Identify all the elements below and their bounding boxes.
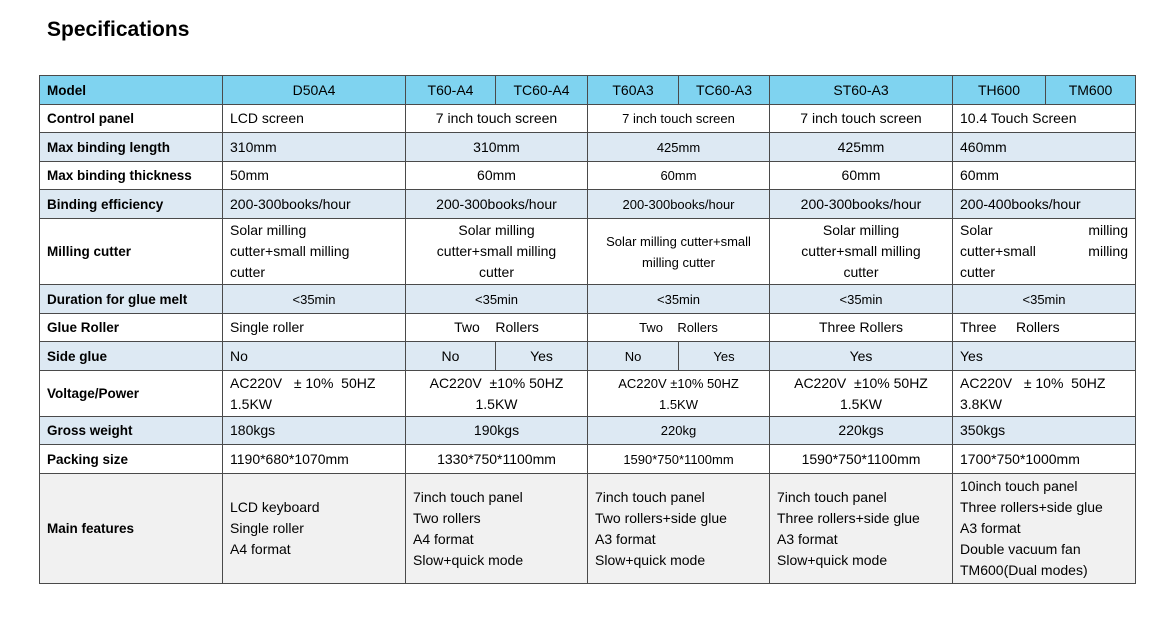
- cell-line: cutter: [960, 264, 996, 280]
- row-label-glue-roller: Glue Roller: [40, 314, 223, 342]
- model-th600: TH600: [953, 76, 1046, 105]
- table-cell: Yes: [679, 342, 770, 371]
- table-cell: Solar milling cutter+small milling cutter: [223, 219, 406, 285]
- table-cell: No: [223, 342, 406, 371]
- table-cell: 7 inch touch screen: [588, 105, 770, 133]
- table-cell: AC220V ± 10% 50HZ 1.5KW: [223, 371, 406, 417]
- table-cell: <35min: [406, 285, 588, 314]
- table-row: [40, 342, 1136, 371]
- table-cell: [953, 219, 1136, 285]
- row-label-duration-for-glue-melt: Duration for glue melt: [40, 285, 223, 314]
- table-cell: 425mm: [770, 133, 953, 162]
- row-label-max-binding-thickness: Max binding thickness: [40, 162, 223, 190]
- table-cell: 10.4 Touch Screen: [953, 105, 1136, 133]
- page-title: Specifications: [47, 18, 190, 41]
- table-cell: 60mm: [770, 162, 953, 190]
- table-cell: Two Rollers: [588, 314, 770, 342]
- model-t60-a4: T60-A4: [406, 76, 496, 105]
- table-cell: 1590*750*1100mm: [770, 445, 953, 474]
- table-cell: LCD screen: [223, 105, 406, 133]
- model-tc60-a4: TC60-A4: [496, 76, 588, 105]
- table-cell: 50mm: [223, 162, 406, 190]
- row-label-main-features: Main features: [40, 474, 223, 584]
- table-cell: <35min: [588, 285, 770, 314]
- table-row: [40, 371, 1136, 417]
- table-cell: 1330*750*1100mm: [406, 445, 588, 474]
- table-row: [40, 162, 1136, 190]
- table-cell: 7inch touch panel Two rollers A4 format Slow+quick mode: [406, 474, 588, 584]
- table-cell: 425mm: [588, 133, 770, 162]
- table-cell: 220kg: [588, 417, 770, 445]
- table-cell: Three Rollers: [953, 314, 1136, 342]
- row-label-model: Model: [40, 76, 223, 105]
- table-cell: AC220V ±10% 50HZ 1.5KW: [406, 371, 588, 417]
- table-cell: 1700*750*1000mm: [953, 445, 1136, 474]
- cell-line: cutter+small milling: [960, 243, 1128, 259]
- table-cell: <35min: [223, 285, 406, 314]
- table-cell: 180kgs: [223, 417, 406, 445]
- table-cell: LCD keyboard Single roller A4 format: [223, 474, 406, 584]
- table-cell: No: [588, 342, 679, 371]
- table-row: [40, 417, 1136, 445]
- table-cell: 200-400books/hour: [953, 190, 1136, 219]
- cell-line: 3.8KW: [960, 395, 1003, 412]
- table-cell: 60mm: [588, 162, 770, 190]
- table-row: [40, 133, 1136, 162]
- table-cell: AC220V ±10% 50HZ 1.5KW: [770, 371, 953, 417]
- cell-line: AC220V ± 10% 50HZ: [960, 374, 1106, 391]
- header-row: [40, 76, 1136, 105]
- table-cell: 60mm: [406, 162, 588, 190]
- table-cell: 7 inch touch screen: [406, 105, 588, 133]
- table-cell: No: [406, 342, 496, 371]
- table-cell: Solar milling cutter+small milling cutter: [770, 219, 953, 285]
- table-cell: 200-300books/hour: [406, 190, 588, 219]
- table-cell: Yes: [953, 342, 1136, 371]
- table-cell: Yes: [496, 342, 588, 371]
- model-st60-a3: ST60-A3: [770, 76, 953, 105]
- table-cell: 1590*750*1100mm: [588, 445, 770, 474]
- table-cell: 220kgs: [770, 417, 953, 445]
- table-cell: AC220V ±10% 50HZ 1.5KW: [588, 371, 770, 417]
- specifications-table: [39, 75, 1136, 584]
- table-row: [40, 285, 1136, 314]
- row-label-max-binding-length: Max binding length: [40, 133, 223, 162]
- table-row: [40, 445, 1136, 474]
- table-row: [40, 219, 1136, 285]
- table-cell: 7inch touch panel Two rollers+side glue A3 format Slow+quick mode: [588, 474, 770, 584]
- cell-line: Solar milling: [960, 222, 1128, 238]
- table-row: [40, 474, 1136, 584]
- table-cell: Solar milling cutter+small milling cutter: [406, 219, 588, 285]
- table-cell: Two Rollers: [406, 314, 588, 342]
- table-cell: 350kgs: [953, 417, 1136, 445]
- model-tc60-a3: TC60-A3: [679, 76, 770, 105]
- table-cell: 200-300books/hour: [588, 190, 770, 219]
- table-row: [40, 190, 1136, 219]
- table-cell: <35min: [770, 285, 953, 314]
- row-label-milling-cutter: Milling cutter: [40, 219, 223, 285]
- row-label-gross-weight: Gross weight: [40, 417, 223, 445]
- table-cell: 7inch touch panel Three rollers+side glue A3 format Slow+quick mode: [770, 474, 953, 584]
- model-t60a3: T60A3: [588, 76, 679, 105]
- table-cell: 200-300books/hour: [223, 190, 406, 219]
- table-cell: Three Rollers: [770, 314, 953, 342]
- table-cell: 200-300books/hour: [770, 190, 953, 219]
- table-cell: <35min: [953, 285, 1136, 314]
- row-label-side-glue: Side glue: [40, 342, 223, 371]
- table-cell: Solar milling cutter+small milling cutter: [588, 219, 770, 285]
- table-cell: 310mm: [406, 133, 588, 162]
- table-cell: 190kgs: [406, 417, 588, 445]
- row-label-binding-efficiency: Binding efficiency: [40, 190, 223, 219]
- table-cell: 10inch touch panel Three rollers+side glue A3 format Double vacuum fan TM600(Dual modes): [953, 474, 1136, 584]
- model-tm600: TM600: [1046, 76, 1136, 105]
- model-d50a4: D50A4: [223, 76, 406, 105]
- table-cell: Single roller: [223, 314, 406, 342]
- row-label-control-panel: Control panel: [40, 105, 223, 133]
- table-cell: Yes: [770, 342, 953, 371]
- table-row: [40, 314, 1136, 342]
- table-cell: 460mm: [953, 133, 1136, 162]
- table-cell: 1190*680*1070mm: [223, 445, 406, 474]
- row-label-packing-size: Packing size: [40, 445, 223, 474]
- table-cell: 60mm: [953, 162, 1136, 190]
- table-cell: [953, 371, 1136, 417]
- table-row: [40, 105, 1136, 133]
- row-label-voltage-power: Voltage/Power: [40, 371, 223, 417]
- table-cell: 310mm: [223, 133, 406, 162]
- table-cell: 7 inch touch screen: [770, 105, 953, 133]
